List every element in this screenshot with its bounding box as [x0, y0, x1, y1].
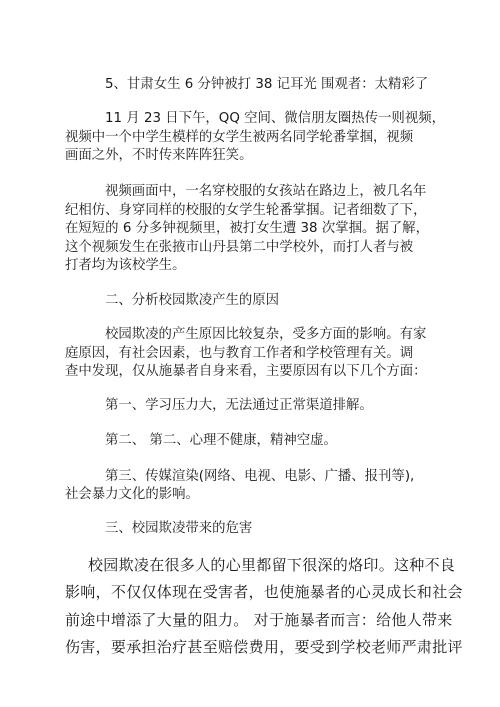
- paragraph-line: 11 月 23 日下午，QQ 空间、微信朋友圈热传一则视频，: [105, 111, 445, 126]
- list-item-1: 第一、学习压力大，无法通过正常渠道排解。: [105, 398, 373, 413]
- paragraph-line: 纪相仿、身穿同样的校服的女学生轮番掌掴。记者细数了下，: [65, 203, 427, 218]
- paragraph-line: 视频画面中，一名穿校服的女孩站在路边上，被几名年: [105, 184, 427, 199]
- paragraph-line: 影响，不仅仅体现在受害者，也使施暴者的心灵成长和社会: [65, 583, 463, 601]
- paragraph-line: 这个视频发生在张掖市山丹县第二中学校外，而打人者与被: [65, 240, 414, 255]
- paragraph-line: 画面之外，不时传来阵阵狂笑。: [65, 148, 253, 163]
- paragraph-line: 伤害，要承担治疗甚至赔偿费用，要受到学校老师严肃批评: [65, 638, 463, 656]
- paragraph-line: 前途中增添了大量的阻力。 对于施暴者而言：给他人带来: [65, 611, 453, 629]
- section-heading-3: 三、校园欺凌带来的危害: [105, 521, 253, 536]
- paragraph-line: 在短短的 6 分多钟视频里，被打女生遭 38 次掌掴。据了解，: [65, 221, 429, 236]
- list-item-2: 第二、 第二、心理不健康，精神空虚。: [105, 433, 337, 448]
- paragraph-line: 视频中一个中学生模样的女学生被两名同学轮番掌掴，视频: [65, 130, 414, 145]
- paragraph-line: 校园欺凌在很多人的心里都留下很深的烙印。这种不良: [88, 556, 456, 574]
- paragraph-line: 庭原因，有社会因素，也与教育工作者和学校管理有关。调: [65, 346, 414, 361]
- section-heading-5: 5、甘肃女生 6 分钟被打 38 记耳光 围观者：太精彩了: [105, 77, 429, 92]
- list-item-3-continued: 社会暴力文化的影响。: [65, 487, 199, 502]
- paragraph-line: 打者均为该校学生。: [65, 258, 186, 273]
- paragraph-line: 查中发现，仅从施暴者自身来看，主要原因有以下几个方面：: [65, 364, 427, 379]
- section-heading-2: 二、分析校园欺凌产生的原因: [105, 293, 280, 308]
- paragraph-line: 校园欺凌的产生原因比较复杂，受多方面的影响。有家: [105, 327, 427, 342]
- list-item-3: 第三、传媒渲染(网络、电视、电影、广播、报刊等),: [105, 469, 415, 484]
